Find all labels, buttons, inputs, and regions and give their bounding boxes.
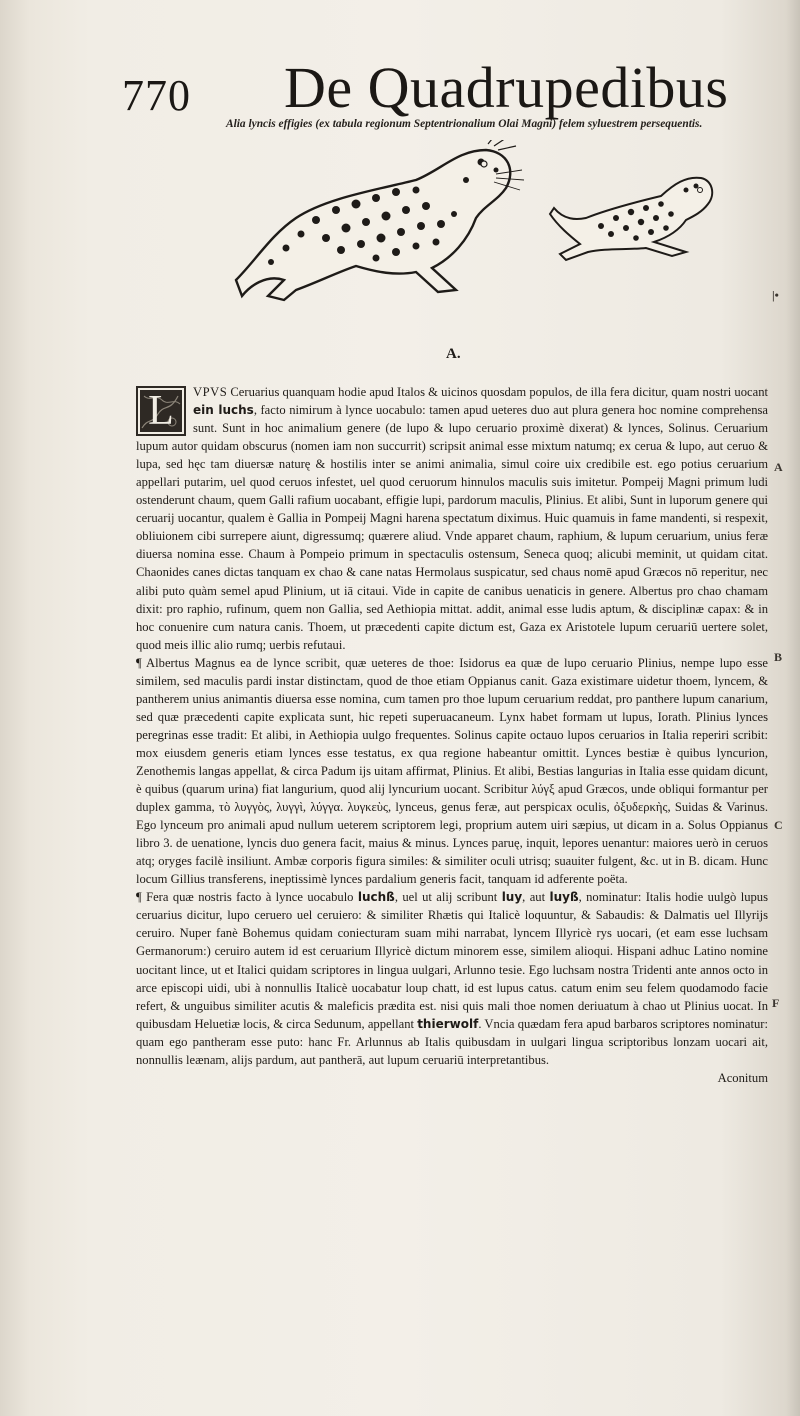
paragraph-text: Ceruarius quanquam hodie apud Italos & uicinos quosdam populos, de illa fera dicitur, quam nostri uocant (227, 385, 768, 399)
german-term: thierwolf (417, 1016, 479, 1031)
german-term: luchß (357, 890, 395, 905)
margin-mark: A (774, 460, 783, 474)
decorated-initial-icon (136, 386, 186, 436)
figure-label: A. (446, 346, 461, 362)
paragraph-text: , facto nimirum à lynce uocabulo: tamen apud ueteres duo aut plura genera hoc nomine comprehensa sunt. Sunt in hoc animalium genere (de lupo & lupo ceruario proximè dixerat) & lynces, Solinus. Ceruarium lupum autor quidam obscurus (nomen iam non succurrit) scripsit animal esse mixtum natumq; ex cerua & lupo, aut ceruo & lupa, sed hęc tam diuersæ naturę & hostilis inter se animi animalia, simul coire uix credibile est. ego potius ceruarium appellari putarim, uel quod ceruos infestet, uel quod ceruorum hinnulos maculis suis imitetur. Pompeij Magni primum ludi ostenderunt chaum, quem Galli rafium uocabant, effigie lupi, pardorum maculis, Plinius. Et alibi, Sunt in luporum genere qui ceruarij uocantur, qualem è Gallia in Pompeij Magni harena spectatum diximus. Huic quamuis in fame mandenti, si respexit, obliuionem cibi surrepere aiunt, digressumq; quærere aliud. Vnde apparet chaum, raphium, & lupum ceruarium, unius feræ diuersa nomina esse. Chaum à Pompeio primum in spectaculis ostensum, Seneca quoq; alicubi meminit, ut quidam citat. Chaonides canes dictas tanquam ex chao & cane natas Hermolaus suspicatur, sed chaus nomē apud Græcos nō reperitur, nec alibi puto quàm semel apud Plinium, ut iā citaui. Vide in capite de canibus uenaticis in genere. Albertus pro chao chamam dixit: pro raphio, rufinum, quem non Gallia, sed Aethiopia mittat. addit, animal esse ludis aptum, & disciplinæ capax: & in hoc conuenire cum natura canis. Thoem, ut præcedenti capite dictum est, Gaza ex Aristotele lupum ceruariū uertere solet, quod meis illic alio rumq; uerbis refutaui. (136, 403, 768, 652)
main-text (136, 383, 768, 1087)
margin-mark: F (772, 996, 780, 1010)
dropcap-letter: L (148, 388, 174, 434)
paragraph (136, 383, 768, 654)
german-term: ein luchs (193, 403, 254, 418)
page-edge-shadow (786, 0, 800, 1416)
smallcaps-opening: VPVS (193, 385, 228, 399)
german-term: luy (501, 890, 523, 905)
figure-caption: Alia lyncis effigies (ex tabula regionum Septentrionalium Olai Magni) felem syluestrem persequentis. (226, 118, 703, 130)
paragraph-text: ¶ Fera quæ nostris facto à lynce uocabulo (136, 890, 358, 905)
paragraph-text: . Vncia quædam fera apud barbaros scriptores nominatur: quam ego pantheram esse puto: hanc Fr. Arlunnus ab Italis quibusdam in uulgari lingua scriptoribus lonzam uocari ait, nonnullis leænam, alijs pardum, aut pantherā, aut lupum ceruariū interpretantibus. (136, 1016, 768, 1067)
margin-mark: B (774, 650, 783, 664)
paragraph (136, 888, 768, 1068)
margin-mark: C (774, 818, 783, 832)
wildcat-woodcut-icon (546, 168, 718, 263)
german-term: luyß (549, 890, 579, 905)
page-title: De Quadrupedibus (284, 55, 729, 120)
catchword: Aconitum (717, 1070, 768, 1085)
paragraph: ¶ Albertus Magnus ea de lynce scribit, quæ ueteres de thoe: Isidorus ea quæ de lupo ceruario Plinius, nempe lupo esse similem, sed maculis pardi instar distinctam, quod de thoe etiam Oppianus canit. Gaza existimare uidetur thoem, lyncem, & pantherem unius animantis diuersa esse nomina, cum tamen pro thoe lupum ceruarium reddat, pro panthere lupum canarium, sed quæ præcedenti capite explicata sunt, hic repeti superuacaneum. Lynx habet formam ut lupus, Iorath. Plinius lynces peregrinas esse tradit: Et alibi, in Aethiopia uulgo frequentes. Solinus capite octauo lupos ceruarios in Italia reperiri scribit: mox eiusdem generis etiam lynces esse testatus, ex qua regione habeantur omittit. Lynces bestiæ è quibus lyncurion, Zenothemis langas appellat, & circa Padum ijs uitam affirmat, Plinius. Et alibi, Bestias langurias in Italia esse quidam dicunt, è quibus (quarum urina) fiat langurium, quod alij lyncurium uocant. Scribitur λύγξ apud Græcos, unde obliqui formantur per duplex gamma, τὸ λυγγὸς, λυγγὶ, λύγγα. λυγκεὺς, lynceus, genus feræ, aut perspicax oculis, ὀξυδερκὴς, Suidas & Varinus. Ego lynceum pro animali apud nullum ueterem scriptorem legi, proprium autem uiri sæpius, ut dicam in a. Solus Oppianus libro 3. de uenatione, lyncis duo genera facit, maius & minus. Lynces paruę, inquit, lepores uenantur: maiores uerò in ceruos atq; oryges facilè insiliunt. Ambæ corporis figura similes: & similiter oculi utrisq; suauiter fulgent, &c. ut in B. dicam. Hunc locum Gillius transferens, ineptissimè lynces pardalium generis facit, tanquam id adferente poëta. (136, 655, 768, 887)
page-number: 770 (122, 71, 191, 120)
lynx-woodcut-icon (226, 140, 526, 305)
paragraph-text: , uel ut alij scribunt (394, 890, 502, 905)
paragraph-text: , nominatur: Italis hodie uulgò lupus ceruarius dicitur, lupo ceruero uel ceruiero: & similiter Rhætis qui Italicè loquuntur, & Sabaudis: & Dalmatis uel Illyrijs ceruiro. Nuper fanè Bohemus quidam coniecturam suam mihi narrabat, lyncem Illyricè rys uocari, (et eam esse luchsam Germanorum:) ceruiro autem id est ceruarium Illyricè dictum minorem esse, similem alioqui. Hispani adhuc Latino nomine uocitant lince, ut et Italici quidam scriptores in lingua uulgari, Arlunno tesie. Ego luchsam nostra Tridenti ante annos octo in arce episcopi uidi, ubi à nonnullis Italicè uocabatur loup chatt, id est lupus catus. catum enim seu felem quodamodo facie refert, & unguibus similiter acutis & maleficis prædita est. nisi quis mali thoe nomen deriuatum à chao ut Plinius uocat. In quibusdam Heluetiæ locis, & circa Sedunum, appellant (136, 890, 769, 1031)
paragraph-text: , aut (522, 890, 550, 905)
margin-mark: |• (772, 288, 779, 302)
